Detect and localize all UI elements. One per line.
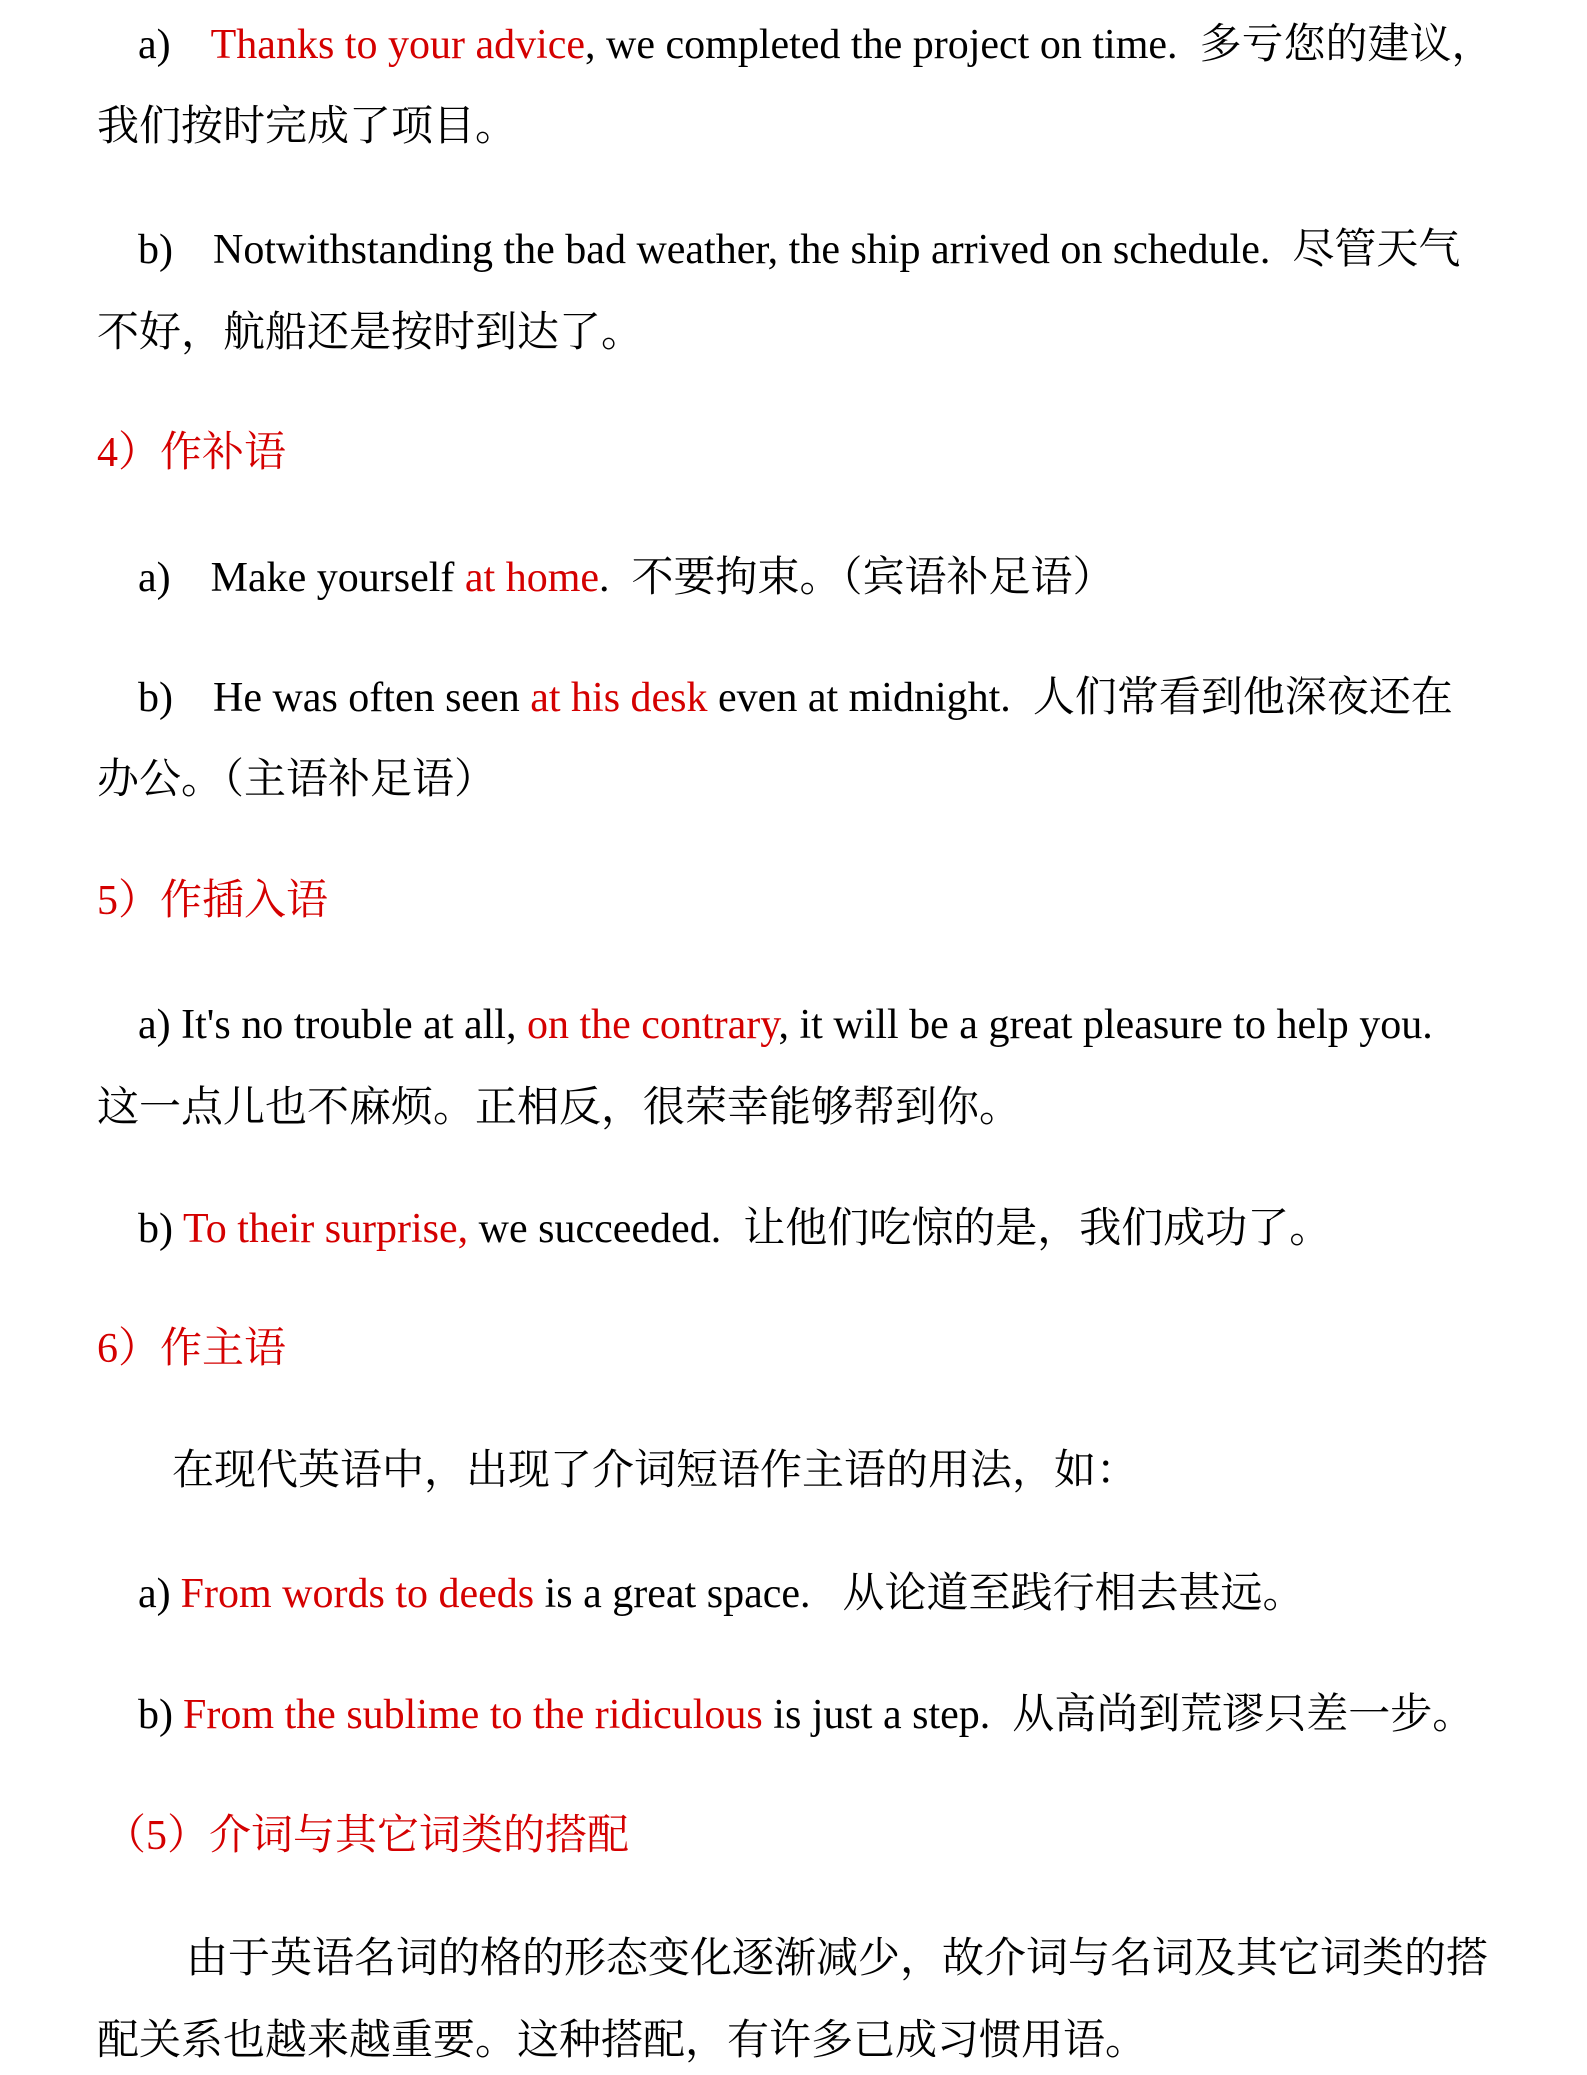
highlight-phrase: at his desk <box>530 675 708 721</box>
translation-text: 尽管天气 <box>1292 227 1461 273</box>
sentence-text: is just a step. <box>762 1692 991 1738</box>
sentence-text: Make yourself <box>210 555 465 601</box>
example-b-from-sublime <box>138 1690 1474 1740</box>
highlight-phrase: To their surprise, <box>183 1206 469 1252</box>
highlight-phrase: on the contrary <box>526 1002 779 1048</box>
body-paragraph-line1: 由于英语名词的格的形态变化逐渐减少，故介词与名词及其它词类的搭 <box>186 1936 1489 1982</box>
example-a-make-yourself <box>138 553 1115 603</box>
sentence-text: even at midnight. <box>707 675 1011 721</box>
example-marker: a) <box>138 1002 171 1048</box>
translation-text: 不要拘束。（宾语补足语） <box>631 555 1115 601</box>
highlight-phrase: at home <box>464 555 600 601</box>
example-marker: b) <box>138 1692 173 1738</box>
example-marker: b) <box>138 227 173 273</box>
sentence-text: we succeeded. <box>468 1206 722 1252</box>
section-heading-subject: 6）作主语 <box>97 1326 287 1372</box>
sentence-text: . <box>599 555 610 601</box>
translation-line: 办公。（主语补足语） <box>97 757 497 803</box>
highlight-phrase: From the sublime to the ridiculous <box>183 1692 763 1738</box>
translation-line: 我们按时完成了项目。 <box>97 104 518 150</box>
example-b-he-was-seen <box>138 673 1453 723</box>
example-a-from-words <box>138 1569 1305 1619</box>
translation-line: 不好，航船还是按时到达了。 <box>97 310 644 356</box>
sentence-text: is a great space. <box>534 1571 811 1617</box>
section-heading-collocation: （5）介词与其它词类的搭配 <box>104 1813 630 1859</box>
translation-text: 从论道至践行相去甚远。 <box>842 1571 1305 1617</box>
sentence-text: , it will be a great pleasure to help you. <box>778 1002 1433 1048</box>
translation-text: 从高尚到荒谬只差一步。 <box>1012 1692 1475 1738</box>
translation-text: 多亏您的建议， <box>1199 22 1494 68</box>
highlight-phrase: Thanks to your advice <box>210 22 586 68</box>
example-b-to-their-surprise <box>138 1204 1331 1254</box>
example-marker: a) <box>138 555 171 601</box>
example-marker: b) <box>138 1206 173 1252</box>
body-paragraph-line2: 配关系也越来越重要。这种搭配，有许多已成习惯用语。 <box>97 2018 1148 2064</box>
intro-paragraph: 在现代英语中，出现了介词短语作主语的用法，如： <box>172 1448 1139 1494</box>
example-marker: b) <box>138 675 173 721</box>
sentence-text: He was often seen <box>213 675 531 721</box>
example-a-no-trouble <box>138 1000 1433 1050</box>
translation-text: 人们常看到他深夜还在 <box>1032 675 1453 721</box>
sentence-text: It's no trouble at all, <box>170 1002 527 1048</box>
example-b-notwithstanding <box>138 225 1460 275</box>
example-marker: a) <box>138 1571 171 1617</box>
sentence-text: Notwithstanding the bad weather, the ship arrived on schedule. <box>213 227 1271 273</box>
highlight-phrase: From words to deeds <box>180 1571 535 1617</box>
section-heading-complement: 4）作补语 <box>97 430 287 476</box>
section-heading-parenthetical: 5）作插入语 <box>97 878 329 924</box>
example-marker: a) <box>138 22 171 68</box>
translation-text: 让他们吃惊的是，我们成功了。 <box>743 1206 1332 1252</box>
example-a-thanks <box>138 20 1494 70</box>
translation-line: 这一点儿也不麻烦。正相反，很荣幸能够帮到你。 <box>97 1085 1022 1131</box>
sentence-text: , we completed the project on time. <box>585 22 1178 68</box>
